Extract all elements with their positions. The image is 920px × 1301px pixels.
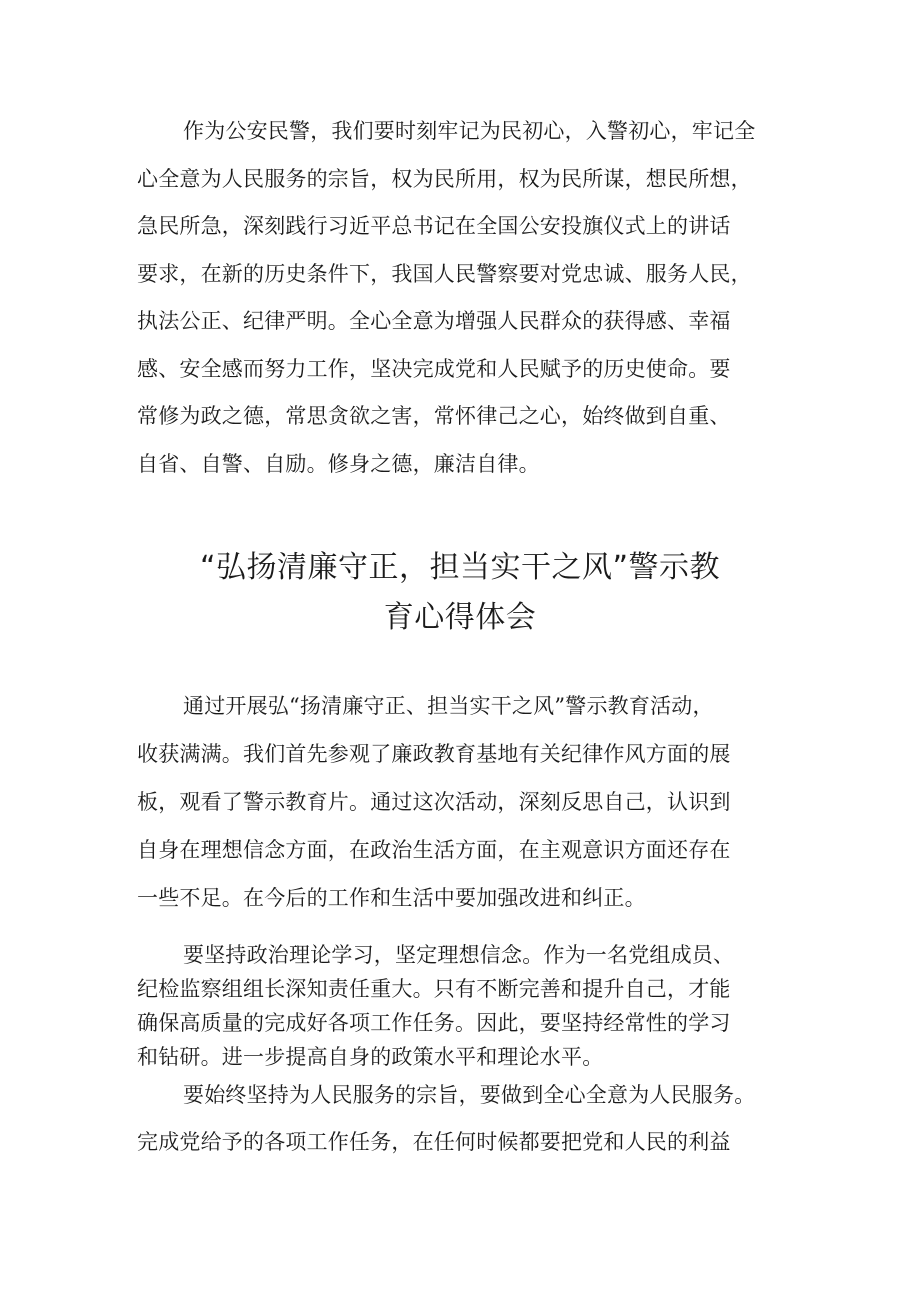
- title-line: “弘扬清廉守正，担当实干之风”警示教: [199, 550, 721, 585]
- paragraph-line: 心全意为人民服务的宗旨，权为民所用，权为民所谋，想民所想，: [137, 166, 752, 191]
- paragraph-line: 自身在理想信念方面，在政治生活方面，在主观意识方面还存在: [137, 838, 731, 862]
- paragraph-3: [137, 940, 807, 1076]
- paragraph-line: 一些不足。在今后的工作和生活中要加强改进和纠正。: [137, 886, 646, 910]
- paragraph-4: [137, 1079, 807, 1173]
- paragraph-line: 自省、自警、自励。修身之德，廉洁自律。: [137, 451, 540, 476]
- paragraph-1: [137, 116, 807, 496]
- paragraph-2: [137, 690, 807, 930]
- paragraph-line: 确保高质量的完成好各项工作任务。因此，要坚持经常性的学习: [137, 1011, 731, 1035]
- section-title: [0, 548, 920, 648]
- paragraph-line: 感、安全感而努力工作，坚决完成党和人民赋予的历史使命。要: [137, 356, 731, 381]
- paragraph-line: 完成党给予的各项工作任务，在任何时候都要把党和人民的利益: [137, 1130, 731, 1154]
- paragraph-line: 和钻研。进一步提高自身的政策水平和理论水平。: [137, 1045, 604, 1069]
- paragraph-line: 要坚持政治理论学习，坚定理想信念。作为一名党组成员、: [183, 943, 735, 967]
- paragraph-line: 急民所急，深刻践行习近平总书记在全国公安投旗仪式上的讲话: [137, 214, 731, 238]
- paragraph-line: 常修为政之德，常思贪欲之害，常怀律己之心，始终做到自重、: [137, 404, 731, 428]
- paragraph-line: 板，观看了警示教育片。通过这次活动，深刻反思自己，认识到: [137, 790, 731, 814]
- paragraph-line: 收获满满。我们首先参观了廉政教育基地有关纪律作风方面的展: [137, 742, 731, 766]
- paragraph-line: 执法公正、纪律严明。全心全意为增强人民群众的获得感、幸福: [137, 309, 731, 333]
- paragraph-line: 要求，在新的历史条件下，我国人民警察要对党忠诚、服务人民，: [137, 261, 752, 286]
- title-line: 育心得体会: [383, 600, 537, 635]
- paragraph-line: 要始终坚持为人民服务的宗旨，要做到全心全意为人民服务。: [183, 1083, 756, 1107]
- paragraph-line: 通过开展弘“扬清廉守正、担当实干之风”警示教育活动，: [183, 694, 714, 718]
- paragraph-line: 纪检监察组组长深知责任重大。只有不断完善和提升自己，才能: [137, 977, 731, 1001]
- paragraph-line: 作为公安民警，我们要时刻牢记为民初心，入警初心，牢记全: [183, 119, 756, 143]
